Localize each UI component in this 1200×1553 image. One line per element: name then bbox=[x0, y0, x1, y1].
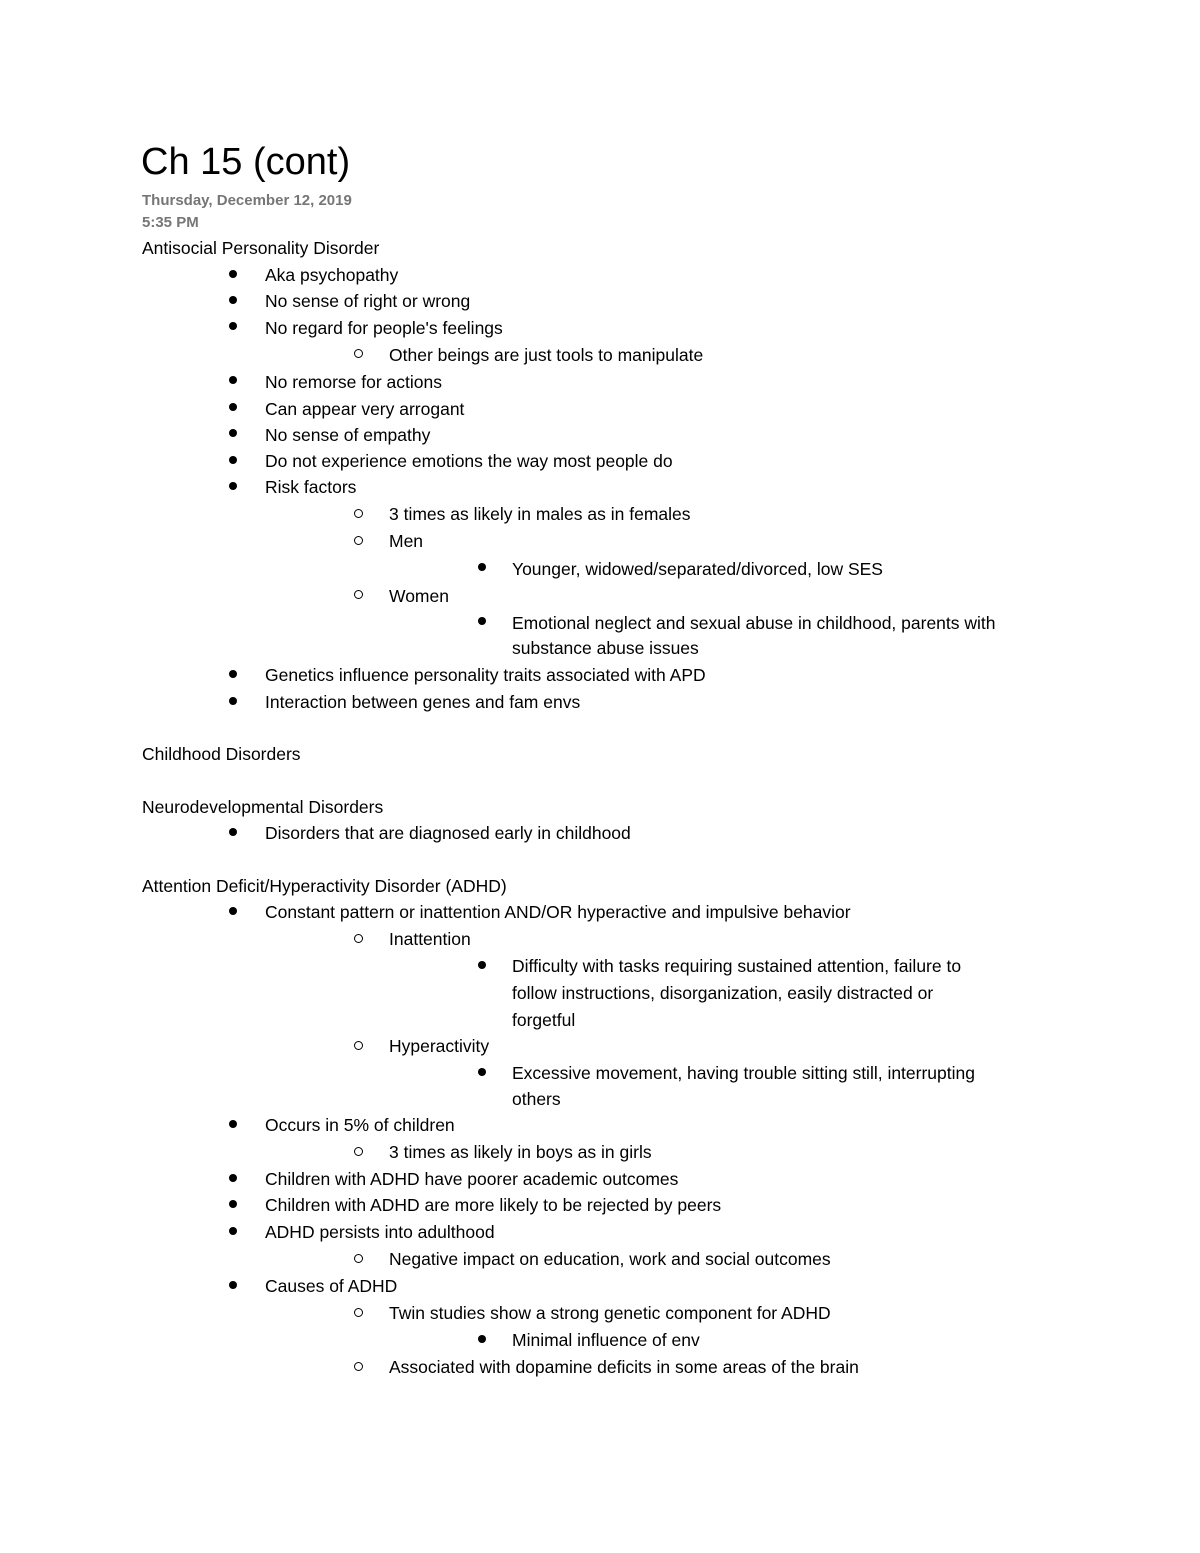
list-item: No regard for people's feelings bbox=[265, 318, 503, 338]
list-item: Inattention bbox=[389, 929, 471, 949]
list-item: Excessive movement, having trouble sitting still, interrupting bbox=[512, 1063, 975, 1083]
bullet-dot-icon bbox=[229, 907, 237, 915]
bullet-dot-icon bbox=[229, 482, 237, 490]
bullet-dot-icon bbox=[229, 322, 237, 330]
bullet-dot-icon bbox=[229, 456, 237, 464]
list-item: No sense of right or wrong bbox=[265, 291, 471, 311]
bullet-dot-icon bbox=[229, 376, 237, 384]
bullet-dot-icon bbox=[229, 1281, 237, 1289]
bullet-circle-icon bbox=[354, 1041, 363, 1050]
list-item: Twin studies show a strong genetic component for ADHD bbox=[389, 1303, 831, 1323]
note-date: Thursday, December 12, 2019 bbox=[142, 192, 352, 209]
section-heading-antisocial: Antisocial Personality Disorder bbox=[142, 238, 380, 258]
bullet-dot-icon bbox=[478, 563, 486, 571]
list-item: 3 times as likely in males as in females bbox=[389, 504, 691, 524]
page-title: Ch 15 (cont) bbox=[141, 141, 351, 183]
bullet-dot-icon bbox=[229, 1174, 237, 1182]
list-item: Causes of ADHD bbox=[265, 1276, 398, 1296]
note-time: 5:35 PM bbox=[142, 214, 199, 231]
list-item: Men bbox=[389, 531, 424, 551]
list-item: Can appear very arrogant bbox=[265, 399, 465, 419]
bullet-dot-icon bbox=[229, 1200, 237, 1208]
list-item: Negative impact on education, work and social outcomes bbox=[389, 1249, 831, 1269]
list-item: Women bbox=[389, 586, 449, 606]
list-item: Risk factors bbox=[265, 477, 357, 497]
list-item-continuation: follow instructions, disorganization, easily distracted or bbox=[512, 983, 934, 1003]
list-item: Genetics influence personality traits associated with APD bbox=[265, 665, 706, 685]
bullet-dot-icon bbox=[229, 270, 237, 278]
bullet-circle-icon bbox=[354, 934, 363, 943]
bullet-circle-icon bbox=[354, 1254, 363, 1263]
bullet-dot-icon bbox=[478, 617, 486, 625]
list-item: ADHD persists into adulthood bbox=[265, 1222, 495, 1242]
list-item: Children with ADHD are more likely to be rejected by peers bbox=[265, 1195, 722, 1215]
bullet-circle-icon bbox=[354, 590, 363, 599]
list-item-continuation: others bbox=[512, 1089, 561, 1109]
section-heading-adhd: Attention Deficit/Hyperactivity Disorder (ADHD) bbox=[142, 876, 507, 896]
list-item: Interaction between genes and fam envs bbox=[265, 692, 581, 712]
bullet-circle-icon bbox=[354, 1362, 363, 1371]
section-heading-childhood: Childhood Disorders bbox=[142, 744, 301, 764]
bullet-dot-icon bbox=[478, 1335, 486, 1343]
list-item: Emotional neglect and sexual abuse in childhood, parents with bbox=[512, 613, 996, 633]
list-item: Occurs in 5% of children bbox=[265, 1115, 455, 1135]
list-item: Aka psychopathy bbox=[265, 265, 399, 285]
list-item: Disorders that are diagnosed early in childhood bbox=[265, 823, 631, 843]
list-item: No remorse for actions bbox=[265, 372, 443, 392]
list-item: Children with ADHD have poorer academic outcomes bbox=[265, 1169, 679, 1189]
list-item: Do not experience emotions the way most people do bbox=[265, 451, 673, 471]
bullet-circle-icon bbox=[354, 1308, 363, 1317]
list-item-continuation: substance abuse issues bbox=[512, 638, 699, 658]
list-item: Younger, widowed/separated/divorced, low SES bbox=[512, 559, 883, 579]
bullet-dot-icon bbox=[229, 429, 237, 437]
list-item: Constant pattern or inattention AND/OR hyperactive and impulsive behavior bbox=[265, 902, 851, 922]
list-item: Associated with dopamine deficits in some areas of the brain bbox=[389, 1357, 859, 1377]
bullet-dot-icon bbox=[478, 961, 486, 969]
list-item: Other beings are just tools to manipulate bbox=[389, 345, 704, 365]
list-item: 3 times as likely in boys as in girls bbox=[389, 1142, 652, 1162]
bullet-dot-icon bbox=[229, 296, 237, 304]
bullet-dot-icon bbox=[229, 697, 237, 705]
bullet-dot-icon bbox=[229, 1120, 237, 1128]
list-item: No sense of empathy bbox=[265, 425, 431, 445]
bullet-dot-icon bbox=[229, 1227, 237, 1235]
list-item: Minimal influence of env bbox=[512, 1330, 700, 1350]
list-item: Hyperactivity bbox=[389, 1036, 490, 1056]
bullet-dot-icon bbox=[229, 828, 237, 836]
list-item: Difficulty with tasks requiring sustained attention, failure to bbox=[512, 956, 962, 976]
list-item-continuation: forgetful bbox=[512, 1010, 576, 1030]
bullet-dot-icon bbox=[478, 1068, 486, 1076]
bullet-dot-icon bbox=[229, 670, 237, 678]
bullet-circle-icon bbox=[354, 536, 363, 545]
bullet-circle-icon bbox=[354, 1147, 363, 1156]
bullet-dot-icon bbox=[229, 403, 237, 411]
bullet-circle-icon bbox=[354, 509, 363, 518]
bullet-circle-icon bbox=[354, 349, 363, 358]
section-heading-neurodevelopmental: Neurodevelopmental Disorders bbox=[142, 797, 384, 817]
